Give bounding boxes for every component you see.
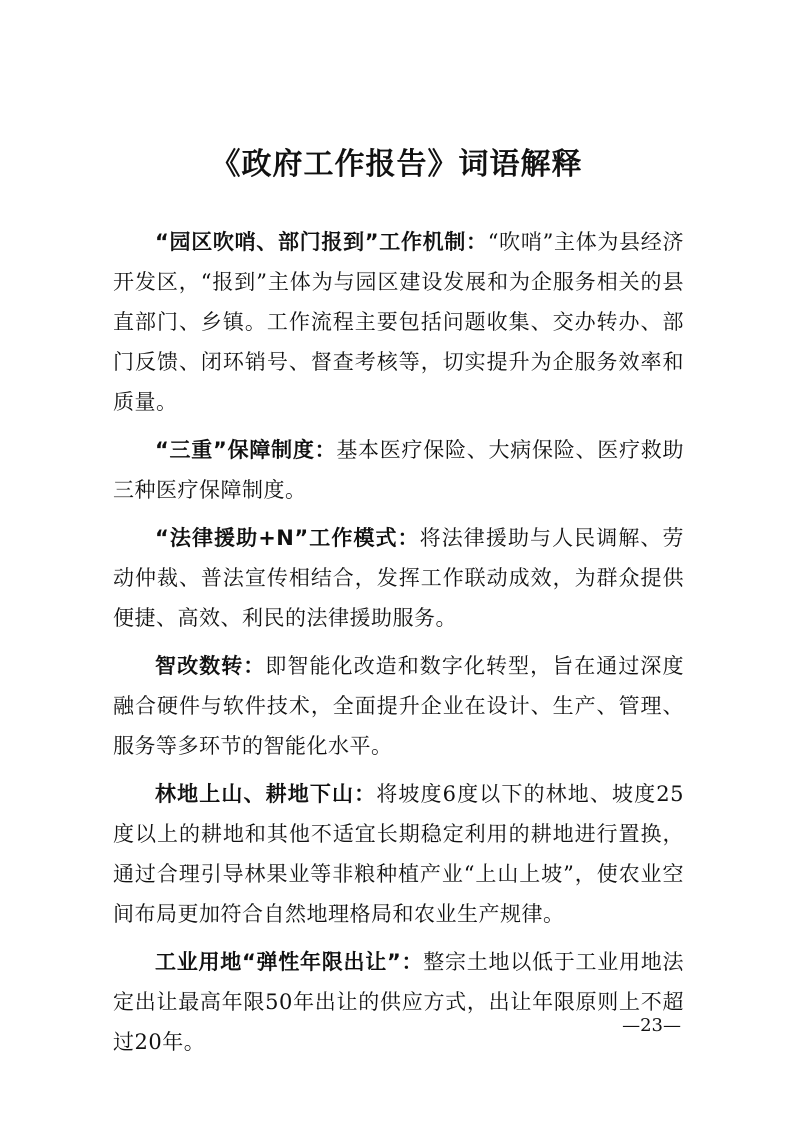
glossary-term: “法律援助+N”工作模式： [155, 526, 420, 550]
glossary-definition: 将法律援助与人民调解、劳动仲裁、普法宣传相结合，发挥工作联动成效，为群众提供便捷、高效、利民的法律援助服务。 [113, 526, 684, 630]
glossary-entry [113, 518, 684, 638]
glossary-definition: “吹哨”主体为县经济开发区，“报到”主体为与园区建设发展和为企服务相关的县直部门、乡镇。工作流程主要包括问题收集、交办转办、部门反馈、闭环销号、督查考核等，切实提升为企服务效率和质量。 [113, 230, 684, 414]
glossary-term: “园区吹哨、部门报到”工作机制： [155, 230, 488, 254]
glossary-term: 智改数转： [155, 654, 266, 678]
page-number: —23— [622, 1015, 681, 1036]
glossary-body [113, 222, 684, 1070]
glossary-entry [113, 430, 684, 510]
glossary-entry [113, 646, 684, 766]
glossary-definition: 即智能化改造和数字化转型，旨在通过深度融合硬件与软件技术，全面提升企业在设计、生产、管理、服务等多环节的智能化水平。 [113, 654, 685, 758]
glossary-definition: 基本医疗保险、大病保险、医疗救助三种医疗保障制度。 [113, 438, 684, 502]
glossary-term: “三重”保障制度： [155, 438, 337, 462]
glossary-entry [113, 774, 684, 934]
glossary-term: 工业用地“弹性年限出让”： [155, 950, 424, 974]
glossary-definition: 整宗土地以低于工业用地法定出让最高年限50年出让的供应方式，出让年限原则上不超过20年。 [113, 950, 684, 1054]
glossary-entry [113, 942, 684, 1062]
page-title: 《政府工作报告》词语解释 [210, 147, 583, 182]
glossary-definition: 将坡度6度以下的林地、坡度25度以上的耕地和其他不适宜长期稳定利用的耕地进行置换，通过合理引导林果业等非粮种植产业“上山上坡”，使农业空间布局更加符合自然地理格局和农业生产规律。 [113, 782, 684, 926]
glossary-entry [113, 222, 684, 422]
glossary-term: 林地上山、耕地下山： [155, 782, 377, 806]
